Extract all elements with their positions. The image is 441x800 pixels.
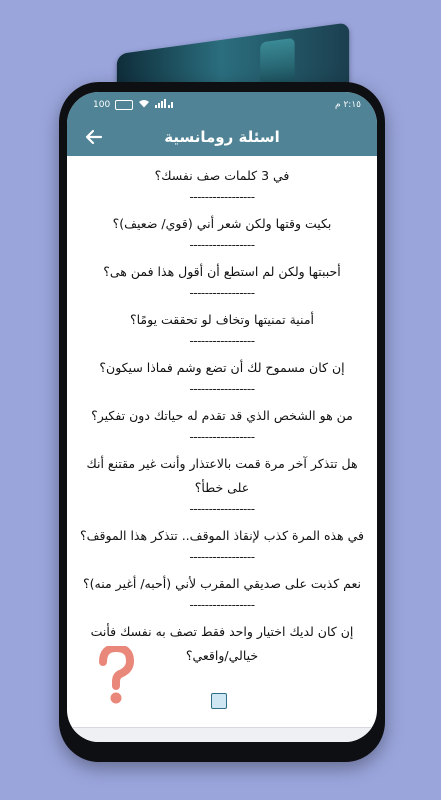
checkbox-icon [211, 693, 227, 709]
wifi-icon [138, 99, 150, 111]
question-item: أمنية تمنيتها وتخاف لو تحققت يومًا؟ [129, 312, 315, 327]
separator: ----------------- [189, 382, 255, 396]
separator: ----------------- [189, 190, 255, 204]
question-item: في 3 كلمات صف نفسك؟ [154, 168, 290, 183]
app-bar [67, 118, 377, 156]
page-title: اسئلة رومانسية [164, 128, 280, 146]
question-item: هل تتذكر آخر مرة قمت بالاعتذار وأنت غير مقتنع أنك على خطأ؟ [86, 456, 358, 495]
question-item: إن كان لديك اختيار واحد فقط تصف به نفسك فأنت خيالي/واقعي؟ [90, 624, 354, 663]
status-time: ٢:١٥ م [335, 100, 361, 110]
separator: ----------------- [189, 286, 255, 300]
question-item: نعم كذبت على صديقي المقرب لأني (أحبه/ أغير منه)؟ [83, 576, 361, 591]
signal-icon [155, 99, 175, 111]
phone-screen [67, 92, 377, 742]
status-left-text: 100 [93, 100, 111, 110]
question-mark-icon [95, 646, 137, 706]
arrow-left-icon[interactable] [83, 126, 105, 148]
separator: ----------------- [189, 334, 255, 348]
battery-icon [115, 100, 133, 110]
status-icons [93, 99, 175, 111]
questions-list[interactable] [67, 156, 377, 730]
separator: ----------------- [189, 598, 255, 612]
separator: ----------------- [189, 502, 255, 516]
separator: ----------------- [189, 430, 255, 444]
question-item: من هو الشخص الذي قد تقدم له حياتك دون تفكير؟ [91, 408, 353, 423]
question-item: في هذه المرة كذب لإنقاذ الموقف.. تتذكر هذا الموقف؟ [79, 528, 365, 543]
bottom-bar [67, 727, 377, 742]
question-item: إن كان مسموح لك أن تضع وشم فماذا سيكون؟ [99, 360, 345, 375]
question-item: بكيت وقتها ولكن شعر أني (قوي/ ضعيف)؟ [112, 216, 332, 231]
separator: ----------------- [189, 238, 255, 252]
question-item: أحببتها ولكن لم استطع أن أقول هذا فمن هى؟ [103, 264, 341, 279]
status-bar [67, 92, 377, 118]
separator: ----------------- [189, 550, 255, 564]
